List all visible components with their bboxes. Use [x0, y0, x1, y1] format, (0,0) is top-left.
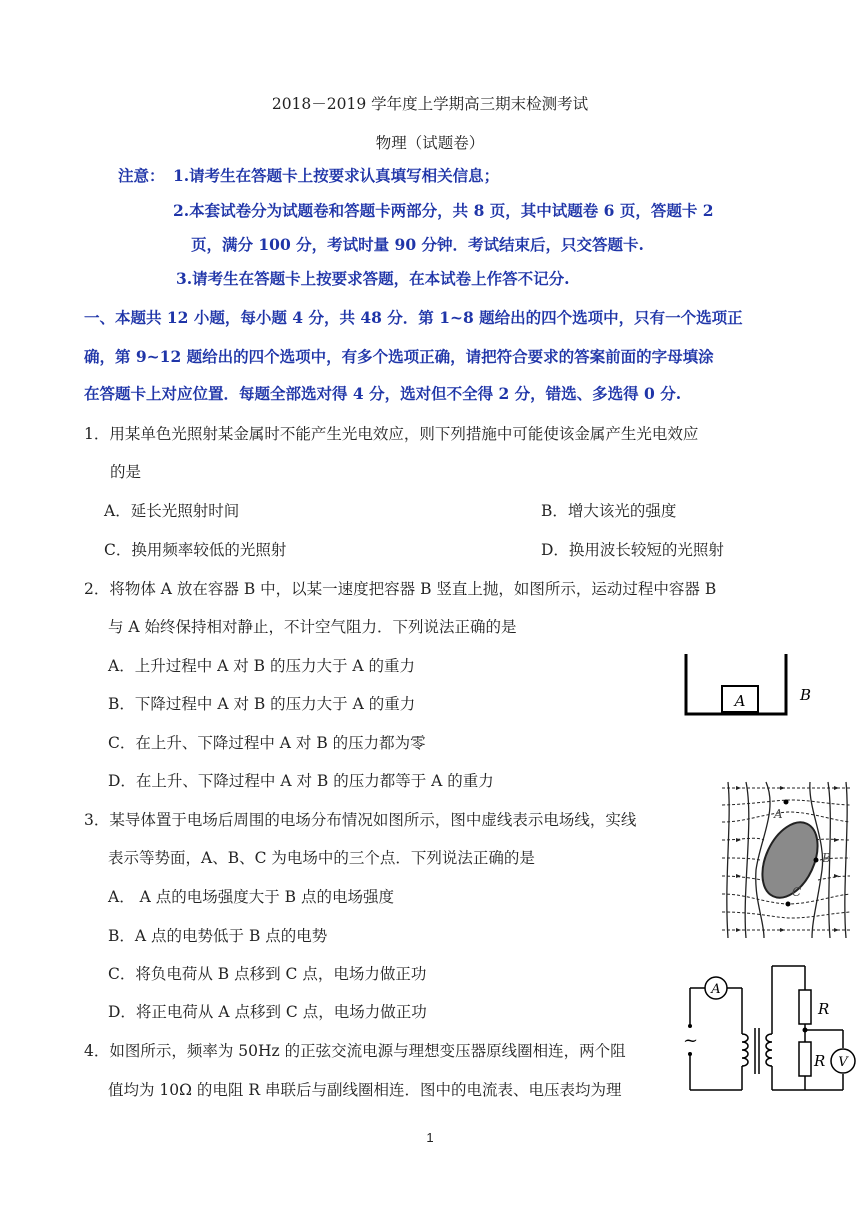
notice-item-1: 1.请考生在答题卡上按要求认真填写相关信息；: [173, 166, 500, 185]
notice-item-2-line1: 2.本套试卷分为试题卷和答题卡两部分，共 8 页，其中试题卷 6 页，答题卡 2: [173, 201, 714, 220]
exam-subtitle: 物理（试题卷）: [375, 134, 485, 152]
q3-option-d: D．将正电荷从 A 点移到 C 点，电场力做正功: [108, 1003, 427, 1021]
q3-option-a: A． A 点的电场强度大于 B 点的电场强度: [108, 888, 394, 906]
q2-container-figure: [680, 652, 820, 722]
q4-stem-line1: 4．如图所示，频率为 50Hz 的正弦交流电源与理想变压器原线圈相连，两个阻: [84, 1042, 626, 1060]
q3-option-c: C．将负电荷从 B 点移到 C 点，电场力做正功: [108, 965, 427, 983]
page-number: 1: [426, 1130, 434, 1145]
q4-stem-line2: 值均为 10Ω 的电阻 R 串联后与副线圈相连．图中的电流表、电压表均为理: [108, 1081, 622, 1099]
q4-fig-source-label: ~: [683, 1030, 699, 1051]
notice-item-2-line2: 页，满分 100 分，考试时量 90 分钟．考试结束后，只交答题卡.: [191, 235, 644, 254]
section1-line2: 确，第 9~12 题给出的四个选项中，有多个选项正确，请把符合要求的答案前面的字母填涂: [84, 347, 714, 366]
q2-stem-line1: 2．将物体 A 放在容器 B 中，以某一速度把容器 B 竖直上抛，如图所示，运动过程中容器 B: [84, 580, 717, 598]
exam-title: 2018－2019 学年度上学期高三期末检测考试: [271, 95, 589, 113]
q4-fig-r2-label: R: [814, 1052, 826, 1070]
q3-fig-label-c: C: [792, 885, 802, 899]
q2-option-b: B．下降过程中 A 对 B 的压力大于 A 的重力: [108, 695, 416, 713]
q4-circuit-figure: [680, 962, 856, 1102]
q2-option-d: D．在上升、下降过程中 A 对 B 的压力都等于 A 的重力: [108, 772, 494, 790]
q3-fig-label-b: B: [822, 851, 831, 865]
q3-field-figure: [716, 780, 856, 940]
q1-option-c: C．换用频率较低的光照射: [104, 541, 287, 559]
q1-option-a: A．延长光照射时间: [104, 502, 240, 520]
q2-stem-line2: 与 A 始终保持相对静止，不计空气阻力．下列说法正确的是: [108, 618, 517, 636]
q4-fig-voltmeter-label: V: [838, 1055, 848, 1070]
q1-stem-line2: 的是: [110, 463, 142, 481]
q3-option-b: B．A 点的电势低于 B 点的电势: [108, 927, 328, 945]
q3-stem-line1: 3．某导体置于电场后周围的电场分布情况如图所示，图中虚线表示电场线，实线: [84, 811, 637, 829]
q3-stem-line2: 表示等势面，A、B、C 为电场中的三个点．下列说法正确的是: [108, 849, 535, 867]
notice-item-3: 3.请考生在答题卡上按要求答题，在本试卷上作答不记分.: [176, 269, 570, 288]
q4-resistor-2: [799, 1042, 811, 1076]
q2-option-c: C．在上升、下降过程中 A 对 B 的压力都为零: [108, 734, 426, 752]
q4-fig-r1-label: R: [818, 1000, 830, 1018]
q2-fig-label-b: B: [800, 686, 812, 704]
q3-fig-label-a: A: [774, 807, 783, 821]
q2-fig-label-a: A: [734, 692, 746, 710]
q1-stem-line1: 1．用某单色光照射某金属时不能产生光电效应，则下列措施中可能使该金属产生光电效应: [84, 425, 699, 443]
q4-fig-ammeter-label: A: [711, 982, 721, 997]
section1-line1: 一、本题共 12 小题，每小题 4 分，共 48 分．第 1~8 题给出的四个选项中，只有一个选项正: [84, 308, 743, 327]
section1-line3: 在答题卡上对应位置．每题全部选对得 4 分，选对但不全得 2 分，错选、多选得 0 分.: [84, 384, 682, 403]
notice-label: 注意：: [118, 166, 165, 185]
q4-resistor-1: [799, 990, 811, 1024]
q1-option-b: B．增大该光的强度: [541, 502, 677, 520]
q2-option-a: A．上升过程中 A 对 B 的压力大于 A 的重力: [108, 657, 416, 675]
q1-option-d: D．换用波长较短的光照射: [541, 541, 724, 559]
